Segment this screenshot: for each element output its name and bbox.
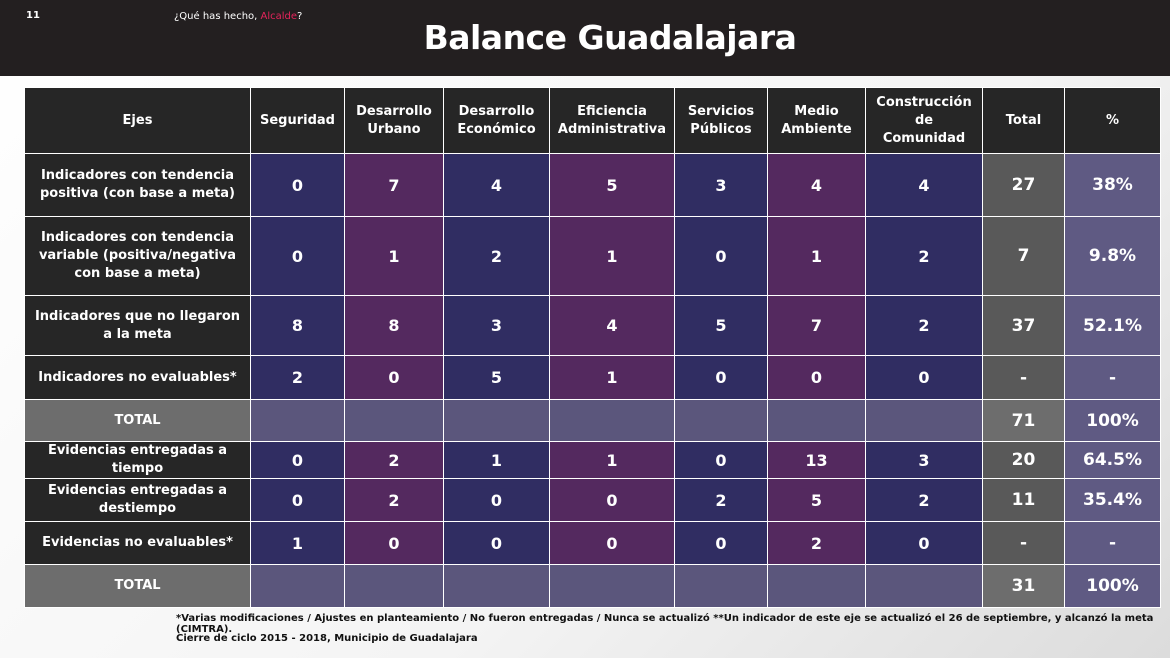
cell-desarrollo-economico: 3 (444, 296, 550, 356)
cell-desarrollo-economico: 0 (444, 479, 550, 522)
cell-seguridad: 8 (251, 296, 345, 356)
cell-construccion-comunidad: 0 (866, 522, 983, 565)
cell-percent: - (1065, 522, 1161, 565)
total-row (25, 565, 1161, 608)
cell-servicios-publicos: 5 (675, 296, 768, 356)
cell-desarrollo-economico: 5 (444, 356, 550, 400)
column-header-eficiencia-administrativa: Eficiencia Administrativa (550, 88, 675, 154)
table-row (25, 479, 1161, 522)
cell-desarrollo-urbano: 2 (345, 442, 444, 479)
cell-servicios-publicos (675, 400, 768, 442)
cell-total: 71 (983, 400, 1065, 442)
cell-medio-ambiente: 0 (768, 356, 866, 400)
cell-servicios-publicos: 0 (675, 217, 768, 296)
cell-servicios-publicos (675, 565, 768, 608)
cell-desarrollo-urbano: 2 (345, 479, 444, 522)
column-header-ejes: Ejes (25, 88, 251, 154)
cell-medio-ambiente (768, 565, 866, 608)
cell-medio-ambiente: 13 (768, 442, 866, 479)
cell-total: 27 (983, 154, 1065, 217)
header-bar (0, 0, 1170, 76)
page-number: 11 (26, 10, 40, 21)
cell-desarrollo-urbano (345, 400, 444, 442)
cell-construccion-comunidad (866, 565, 983, 608)
balance-table (24, 87, 1161, 608)
column-header-medio-ambiente: Medio Ambiente (768, 88, 866, 154)
cell-seguridad: 1 (251, 522, 345, 565)
table-row (25, 296, 1161, 356)
cell-total: 31 (983, 565, 1065, 608)
cell-construccion-comunidad: 2 (866, 479, 983, 522)
cell-percent: - (1065, 356, 1161, 400)
cell-eficiencia-administrativa: 1 (550, 356, 675, 400)
cell-eficiencia-administrativa: 1 (550, 442, 675, 479)
row-label: Evidencias no evaluables* (25, 522, 251, 565)
cell-medio-ambiente: 4 (768, 154, 866, 217)
cell-eficiencia-administrativa: 1 (550, 217, 675, 296)
cell-desarrollo-urbano: 8 (345, 296, 444, 356)
cell-servicios-publicos: 3 (675, 154, 768, 217)
cell-desarrollo-urbano: 1 (345, 217, 444, 296)
column-header-servicios-publicos: Servicios Públicos (675, 88, 768, 154)
footnote-legend: *Varias modificaciones / Ajustes en planteamiento / No fueron entregadas / Nunca se actualizó **Un indicador de este eje se actualizó el 26 de septiembre, y alcanzó la meta (CIMTRA). (176, 613, 1154, 635)
row-label: Indicadores no evaluables* (25, 356, 251, 400)
cell-servicios-publicos: 0 (675, 356, 768, 400)
cell-construccion-comunidad: 0 (866, 356, 983, 400)
cell-eficiencia-administrativa: 5 (550, 154, 675, 217)
tagline-prefix: ¿Qué has hecho, (174, 11, 261, 22)
cell-desarrollo-economico: 1 (444, 442, 550, 479)
row-label: TOTAL (25, 565, 251, 608)
table-row (25, 522, 1161, 565)
cell-eficiencia-administrativa: 0 (550, 522, 675, 565)
cell-servicios-publicos: 0 (675, 522, 768, 565)
cell-percent: 64.5% (1065, 442, 1161, 479)
footnote-source: Cierre de ciclo 2015 - 2018, Municipio de Guadalajara (176, 633, 478, 644)
cell-seguridad: 0 (251, 442, 345, 479)
cell-desarrollo-urbano: 7 (345, 154, 444, 217)
cell-construccion-comunidad (866, 400, 983, 442)
row-label: TOTAL (25, 400, 251, 442)
cell-percent: 38% (1065, 154, 1161, 217)
cell-servicios-publicos: 0 (675, 442, 768, 479)
cell-desarrollo-urbano (345, 565, 444, 608)
row-label: Evidencias entregadas a tiempo (25, 442, 251, 479)
page-title: Balance Guadalajara (423, 18, 797, 57)
column-header-construccion-comunidad: Construcción de Comunidad (866, 88, 983, 154)
cell-medio-ambiente: 1 (768, 217, 866, 296)
cell-construccion-comunidad: 2 (866, 217, 983, 296)
tagline-suffix: ? (297, 11, 303, 22)
cell-seguridad (251, 565, 345, 608)
cell-percent: 9.8% (1065, 217, 1161, 296)
cell-total: 37 (983, 296, 1065, 356)
column-header-desarrollo-economico: Desarrollo Económico (444, 88, 550, 154)
total-row (25, 400, 1161, 442)
cell-total: - (983, 356, 1065, 400)
cell-desarrollo-economico: 4 (444, 154, 550, 217)
header-row (25, 88, 1161, 154)
cell-servicios-publicos: 2 (675, 479, 768, 522)
cell-percent: 35.4% (1065, 479, 1161, 522)
table-row (25, 356, 1161, 400)
cell-seguridad: 0 (251, 479, 345, 522)
table-row (25, 442, 1161, 479)
cell-medio-ambiente: 7 (768, 296, 866, 356)
cell-seguridad: 0 (251, 217, 345, 296)
cell-construccion-comunidad: 3 (866, 442, 983, 479)
column-header-desarrollo-urbano: Desarrollo Urbano (345, 88, 444, 154)
column-header-total: Total (983, 88, 1065, 154)
cell-desarrollo-economico: 0 (444, 522, 550, 565)
table-row (25, 154, 1161, 217)
cell-seguridad (251, 400, 345, 442)
row-label: Evidencias entregadas a destiempo (25, 479, 251, 522)
cell-percent: 52.1% (1065, 296, 1161, 356)
cell-eficiencia-administrativa (550, 565, 675, 608)
cell-desarrollo-urbano: 0 (345, 356, 444, 400)
table-row (25, 217, 1161, 296)
tagline-accent: Alcalde (260, 11, 298, 22)
cell-desarrollo-economico (444, 565, 550, 608)
row-label: Indicadores que no llegaron a la meta (25, 296, 251, 356)
cell-seguridad: 2 (251, 356, 345, 400)
cell-total: 11 (983, 479, 1065, 522)
cell-desarrollo-economico: 2 (444, 217, 550, 296)
cell-total: 20 (983, 442, 1065, 479)
cell-desarrollo-economico (444, 400, 550, 442)
column-header-percent: % (1065, 88, 1161, 154)
cell-medio-ambiente: 5 (768, 479, 866, 522)
row-label: Indicadores con tendencia variable (positiva/negativa con base a meta) (25, 217, 251, 296)
row-label: Indicadores con tendencia positiva (con base a meta) (25, 154, 251, 217)
cell-medio-ambiente: 2 (768, 522, 866, 565)
column-header-seguridad: Seguridad (251, 88, 345, 154)
cell-eficiencia-administrativa (550, 400, 675, 442)
cell-eficiencia-administrativa: 4 (550, 296, 675, 356)
cell-seguridad: 0 (251, 154, 345, 217)
cell-eficiencia-administrativa: 0 (550, 479, 675, 522)
cell-total: 7 (983, 217, 1065, 296)
cell-construccion-comunidad: 4 (866, 154, 983, 217)
cell-medio-ambiente (768, 400, 866, 442)
cell-total: - (983, 522, 1065, 565)
cell-construccion-comunidad: 2 (866, 296, 983, 356)
cell-percent: 100% (1065, 565, 1161, 608)
cell-percent: 100% (1065, 400, 1161, 442)
cell-desarrollo-urbano: 0 (345, 522, 444, 565)
